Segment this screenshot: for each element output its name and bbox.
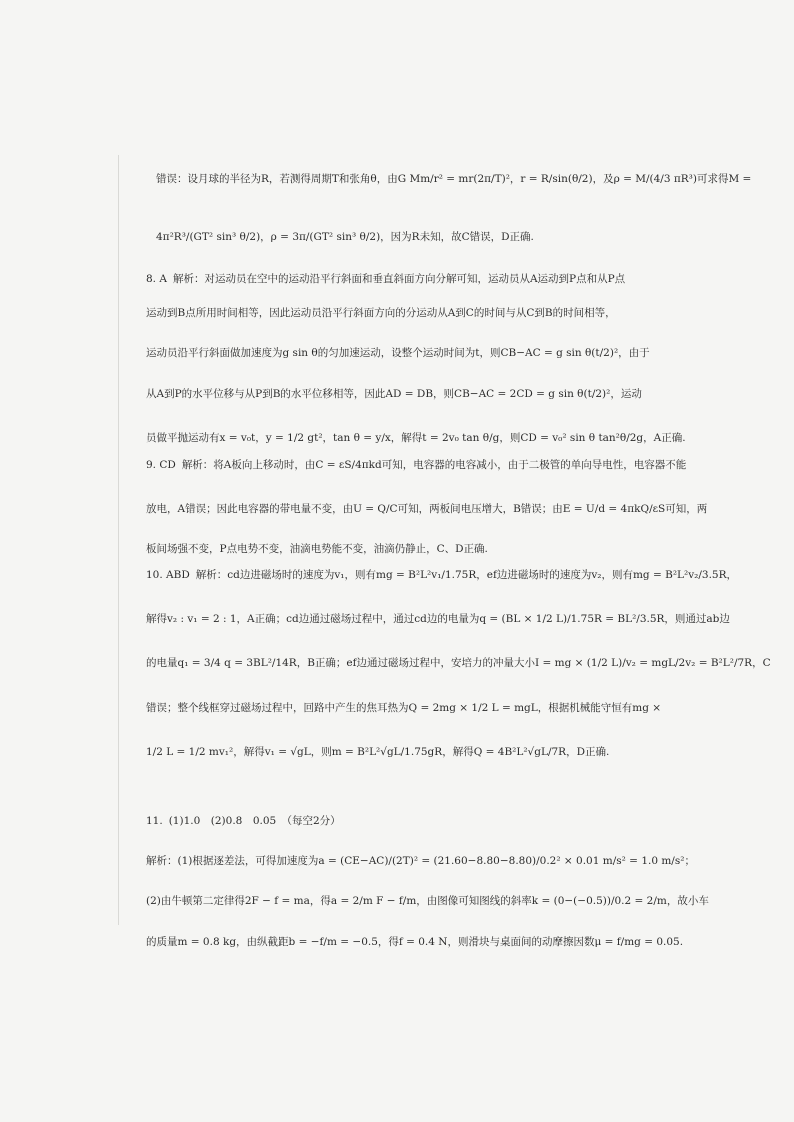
text-line: [146, 272, 686, 286]
left-margin-line: [118, 155, 119, 925]
text-line: 板间场强不变，P点电势不变，油滴电势能不变，油滴仍静止，C、D正确.: [146, 543, 488, 556]
text-line: 1/2 L = 1/2 mv₁²，解得v₁ = √gL，则m = B²L²√gL/1.75gR，解得Q = 4B²L²√gL/7R，D正确.: [146, 745, 610, 758]
text-line: 运动到B点所用时间相等，因此运动员沿平行斜面方向的分运动从A到C的时间与从C到B的时间相等，: [146, 307, 616, 320]
text-line: (2)由牛顿第二定律得2F − f = ma，得a = 2/m F − f/m，由图像可知图线的斜率k = (0−(−0.5))/0.2 = 2/m，故小车: [146, 895, 709, 908]
text-line: 解得v₂ : v₁ = 2 : 1，A正确；cd边通过磁场过程中，通过cd边的电量为q = (BL × 1/2 L)/1.75R = BL²/3.5R，则通过ab边: [146, 613, 730, 626]
answer-10: [146, 568, 771, 759]
answer-8: [146, 272, 686, 445]
answer-7-conclusion: [156, 230, 534, 244]
answer-9: [146, 458, 707, 557]
text-line: 4π²R³/(GT² sin³ θ/2)，ρ = 3π/(GT² sin³ θ/2)，因为R未知，故C错误，D正确.: [156, 231, 534, 243]
text-line: 错误；整个线框穿过磁场过程中，回路中产生的焦耳热为Q = 2mg × 1/2 L = mgL，根据机械能守恒有mg ×: [146, 701, 662, 714]
answer-11: [146, 814, 709, 949]
text-line: 的质量m = 0.8 kg，由纵截距b = −f/m = −0.5，得f = 0.4 N，则滑块与桌面间的动摩擦因数μ = f/mg = 0.05.: [146, 935, 684, 948]
question-number: 9. CD: [146, 459, 176, 471]
text-line: 解析：cd边进磁场时的速度为v₁，则有mg = B²L²v₁/1.75R，ef边进磁场时的速度为v₂，则有mg = B²L²v₂/3.5R，: [195, 569, 738, 581]
text-line: 解析：将A板向上移动时，由C = εS/4πkd可知，电容器的电容减小，由于二极管的单向导电性，电容器不能: [181, 459, 687, 471]
question-number: 8. A: [146, 273, 167, 285]
answer-7-continuation: [156, 172, 751, 186]
text-line: 员做平抛运动有x = v₀t，y = 1/2 gt²，tan θ = y/x，解得t = 2v₀ tan θ/g，则CD = v₀² sin θ tan²θ/2g，A正确.: [146, 431, 686, 444]
text-line: (1)1.0 (2)0.8 0.05 （每空2分）: [168, 815, 341, 827]
text-line: 错误：设月球的半径为R，若测得周期T和张角θ，由G Mm/r² = mr(2π/T)²，r = R/sin(θ/2)，及ρ = M/(4/3 πR³)可求得M =: [156, 173, 752, 185]
text-line: [146, 458, 707, 472]
text-line: 的电量q₁ = 3/4 q = 3BL²/14R，B正确；ef边通过磁场过程中，安培力的冲量大小I = mg × (1/2 L)/v₂ = mgL/2v₂ = B²L²/7R，C: [146, 657, 771, 670]
text-line: 解析：对运动员在空中的运动沿平行斜面和垂直斜面方向分解可知，运动员从A运动到P点和从P点: [172, 273, 626, 285]
text-line: [146, 814, 709, 828]
text-line: 运动员沿平行斜面做加速度为g sin θ的匀加速运动，设整个运动时间为t，则CB−AC = g sin θ(t/2)²，由于: [146, 347, 650, 360]
question-number: 10. ABD: [146, 569, 190, 581]
text-line: [146, 568, 771, 582]
question-number: 11.: [146, 815, 163, 827]
text-line: 从A到P的水平位移与从P到B的水平位移相等，因此AD = DB，则CB−AC = 2CD = g sin θ(t/2)²，运动: [146, 387, 642, 400]
text-line: 放电，A错误；因此电容器的带电量不变，由U = Q/C可知，两板间电压增大，B错误；由E = U/d = 4πkQ/εS可知，两: [146, 503, 708, 516]
text-line: 解析：(1)根据逐差法，可得加速度为a = (CE−AC)/(2T)² = (21.60−8.80−8.80)/0.2² × 0.01 m/s² = 1.0 m/s²；: [146, 855, 695, 868]
